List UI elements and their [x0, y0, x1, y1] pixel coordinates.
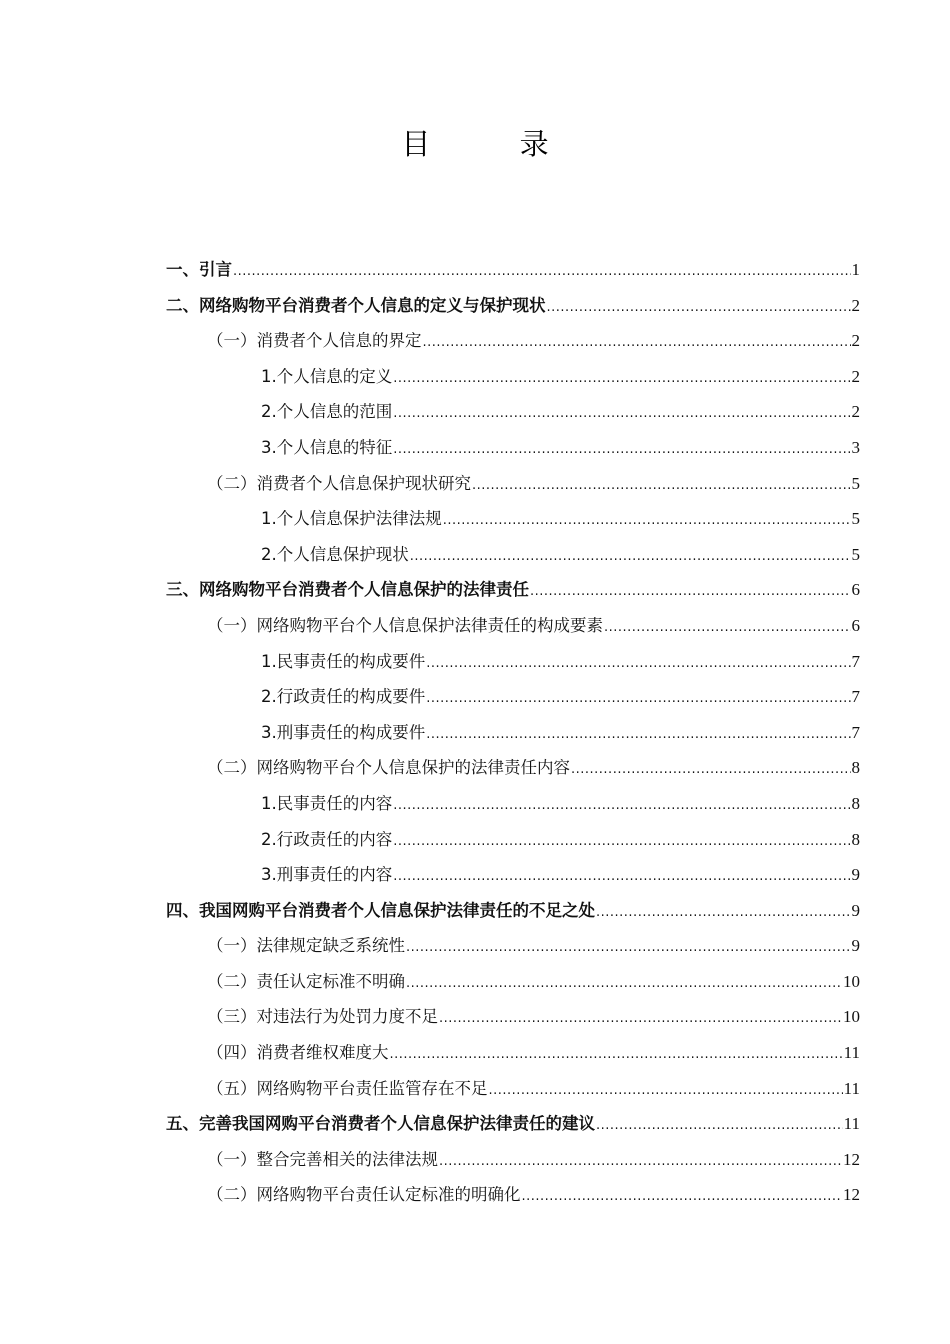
toc-dot-leader — [426, 644, 850, 682]
toc-page-number: 12 — [843, 1185, 860, 1205]
toc-dot-leader — [393, 394, 850, 432]
toc-entry-label: 三、网络购物平台消费者个人信息保护的法律责任 — [166, 580, 529, 600]
toc-entry-label: 3.刑事责任的构成要件 — [261, 722, 426, 742]
toc-page-number: 7 — [851, 687, 860, 707]
toc-entry[interactable] — [166, 750, 860, 786]
toc-page-number: 8 — [851, 793, 860, 813]
toc-dot-leader — [393, 786, 850, 824]
toc-entry-label: 2.行政责任的构成要件 — [261, 687, 426, 707]
toc-entry[interactable] — [166, 1177, 860, 1213]
toc-entry[interactable] — [166, 501, 860, 537]
toc-entry-label: （四）消费者维权难度大 — [207, 1043, 389, 1063]
toc-entry[interactable] — [166, 608, 860, 644]
toc-entry[interactable] — [166, 857, 860, 893]
toc-dot-leader — [604, 608, 851, 646]
toc-entry-label: 1.个人信息的定义 — [261, 366, 393, 386]
toc-entry[interactable] — [166, 822, 860, 858]
toc-dot-leader — [426, 679, 850, 717]
toc-entry[interactable] — [166, 999, 860, 1035]
toc-entry[interactable] — [166, 430, 860, 466]
toc-page-number: 9 — [851, 865, 860, 885]
toc-entry[interactable] — [166, 1071, 860, 1107]
toc-dot-leader — [393, 359, 850, 397]
toc-page-number: 7 — [851, 722, 860, 742]
toc-page-number: 12 — [843, 1149, 860, 1169]
toc-page-number: 6 — [851, 615, 860, 635]
toc-entry-label: 二、网络购物平台消费者个人信息的定义与保护现状 — [166, 295, 546, 315]
toc-dot-leader — [596, 893, 851, 931]
toc-dot-leader — [233, 252, 851, 290]
toc-page-number: 6 — [851, 580, 860, 600]
toc-dot-leader — [489, 1071, 843, 1109]
toc-page-number: 11 — [843, 1078, 860, 1098]
toc-dot-leader — [547, 288, 851, 326]
toc-entry-label: 2.个人信息的范围 — [261, 402, 393, 422]
toc-entry[interactable] — [166, 323, 860, 359]
toc-entry-label: （一）法律规定缺乏系统性 — [207, 936, 405, 956]
toc-entry[interactable] — [166, 715, 860, 751]
toc-entry[interactable] — [166, 394, 860, 430]
toc-entry-label: （二）责任认定标准不明确 — [207, 971, 405, 991]
toc-entry-label: 四、我国网购平台消费者个人信息保护法律责任的不足之处 — [166, 900, 595, 920]
toc-entry[interactable] — [166, 893, 860, 929]
toc-entry-label: （一）消费者个人信息的界定 — [207, 331, 422, 351]
toc-dot-leader — [423, 323, 851, 361]
toc-page-number: 5 — [851, 509, 860, 529]
toc-dot-leader — [596, 1106, 843, 1144]
toc-dot-leader — [530, 572, 851, 610]
toc-page-number: 9 — [851, 900, 860, 920]
toc-dot-leader — [426, 715, 850, 753]
toc-entry[interactable] — [166, 572, 860, 608]
toc-dot-leader — [410, 537, 851, 575]
toc-entry[interactable] — [166, 786, 860, 822]
toc-entry-label: 五、完善我国网购平台消费者个人信息保护法律责任的建议 — [166, 1114, 595, 1134]
toc-page-number: 8 — [851, 829, 860, 849]
toc-entry[interactable] — [166, 644, 860, 680]
toc-entry-label: 1.民事责任的构成要件 — [261, 651, 426, 671]
toc-dot-leader — [390, 1035, 843, 1073]
toc-entry-label: 1.民事责任的内容 — [261, 793, 393, 813]
toc-entry-label: 2.行政责任的内容 — [261, 829, 393, 849]
toc-page-number: 5 — [851, 473, 860, 493]
toc-entry-label: 2.个人信息保护现状 — [261, 544, 409, 564]
toc-dot-leader — [522, 1177, 843, 1215]
toc-dot-leader — [443, 501, 851, 539]
toc-entry[interactable] — [166, 252, 860, 288]
toc-dot-leader — [406, 964, 842, 1002]
toc-entry[interactable] — [166, 466, 860, 502]
toc-entry-label: 3.个人信息的特征 — [261, 437, 393, 457]
page-title: 目 录 — [401, 127, 589, 161]
toc-page-number: 2 — [851, 331, 860, 351]
toc-entry-label: （五）网络购物平台责任监管存在不足 — [207, 1078, 488, 1098]
toc-entry-label: 一、引言 — [166, 260, 232, 279]
toc-page-number: 2 — [851, 366, 860, 386]
toc-entry[interactable] — [166, 359, 860, 395]
toc-entry-label: （三）对违法行为处罚力度不足 — [207, 1007, 438, 1027]
toc-entry-label: 3.刑事责任的内容 — [261, 865, 393, 885]
toc-dot-leader — [439, 999, 842, 1037]
toc-entry[interactable] — [166, 1106, 860, 1142]
toc-page-number: 7 — [851, 651, 860, 671]
toc-dot-leader — [393, 857, 850, 895]
toc-entry[interactable] — [166, 964, 860, 1000]
toc-page-number: 3 — [851, 437, 860, 457]
toc-page-number: 11 — [843, 1114, 860, 1134]
toc-page-number: 1 — [851, 260, 860, 279]
toc-entry[interactable] — [166, 1035, 860, 1071]
toc-entry-label: （二）网络购物平台责任认定标准的明确化 — [207, 1185, 521, 1205]
toc-page-number: 8 — [851, 758, 860, 778]
toc-entry-label: 1.个人信息保护法律法规 — [261, 509, 442, 529]
toc-entry[interactable] — [166, 537, 860, 573]
toc-page-number: 11 — [843, 1043, 860, 1063]
toc-dot-leader — [393, 822, 850, 860]
toc-entry-label: （二）网络购物平台个人信息保护的法律责任内容 — [207, 758, 570, 778]
toc-dot-leader — [571, 750, 851, 788]
toc-page-number: 9 — [851, 936, 860, 956]
toc-entry[interactable] — [166, 288, 860, 324]
toc-page-number: 2 — [851, 295, 860, 315]
table-of-contents — [166, 252, 860, 1213]
toc-dot-leader — [472, 466, 851, 504]
toc-entry-label: （一）网络购物平台个人信息保护法律责任的构成要素 — [207, 615, 603, 635]
toc-entry[interactable] — [166, 679, 860, 715]
toc-entry[interactable] — [166, 1142, 860, 1178]
toc-dot-leader — [439, 1142, 842, 1180]
toc-dot-leader — [406, 928, 851, 966]
toc-entry-label: （一）整合完善相关的法律法规 — [207, 1149, 438, 1169]
toc-page-number: 10 — [843, 1007, 860, 1027]
toc-dot-leader — [393, 430, 850, 468]
toc-page-number: 2 — [851, 402, 860, 422]
toc-entry-label: （二）消费者个人信息保护现状研究 — [207, 473, 471, 493]
toc-page-number: 5 — [851, 544, 860, 564]
toc-entry[interactable] — [166, 928, 860, 964]
toc-page-number: 10 — [843, 971, 860, 991]
